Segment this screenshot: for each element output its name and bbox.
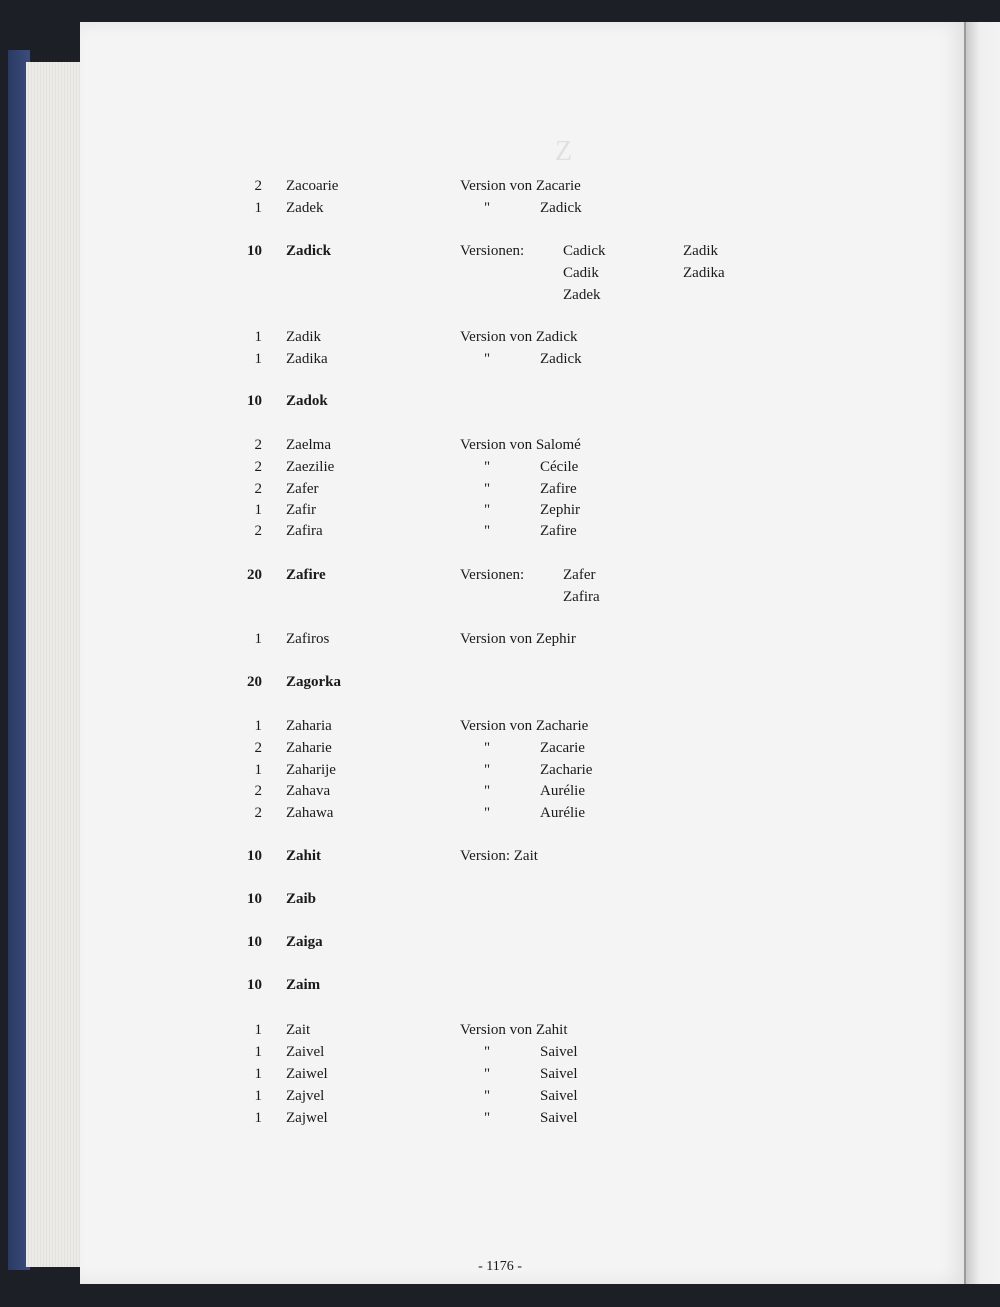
entry-variant: Zafira xyxy=(563,589,600,605)
entry-count: 10 xyxy=(247,243,262,259)
ditto-mark: " xyxy=(484,481,491,497)
section-letter: Z xyxy=(555,136,573,167)
ditto-mark: " xyxy=(484,351,491,367)
entry-variant: Cadik xyxy=(563,265,599,281)
ditto-mark: " xyxy=(484,523,491,539)
entry-row xyxy=(0,1107,1000,1129)
entry-variant: Saivel xyxy=(540,1044,578,1060)
entry-row xyxy=(0,175,1000,197)
entry-name: Zafira xyxy=(286,523,323,539)
ditto-mark: " xyxy=(484,740,491,756)
entry-name: Zadok xyxy=(286,393,328,409)
entry-row xyxy=(0,284,1000,306)
entry-name: Zafer xyxy=(286,481,319,497)
entry-count: 1 xyxy=(254,1022,262,1038)
entry-description: Version: Zait xyxy=(460,848,538,864)
ditto-mark: " xyxy=(484,459,491,475)
entry-count: 1 xyxy=(254,502,262,518)
entry-name: Zaim xyxy=(286,977,321,993)
entry-count: 20 xyxy=(247,674,262,690)
entry-count: 1 xyxy=(254,1066,262,1082)
entry-variant: Aurélie xyxy=(540,783,585,799)
entry-description: Version von Salomé xyxy=(460,437,581,453)
entry-row xyxy=(0,974,1000,996)
entry-variant: Zadek xyxy=(563,287,601,303)
entry-count: 2 xyxy=(254,459,262,475)
entry-name: Zaelma xyxy=(286,437,331,453)
entry-count: 10 xyxy=(247,934,262,950)
entry-name: Zahawa xyxy=(286,805,334,821)
entry-row xyxy=(0,434,1000,456)
entry-count: 1 xyxy=(254,351,262,367)
entry-row xyxy=(0,262,1000,284)
entry-name: Zaiwel xyxy=(286,1066,328,1082)
entry-description: Versionen: xyxy=(460,567,525,583)
entry-row xyxy=(0,478,1000,500)
ditto-mark: " xyxy=(484,1066,491,1082)
entry-name: Zadik xyxy=(286,329,321,345)
entry-variant: Zacharie xyxy=(540,762,593,778)
ditto-mark: " xyxy=(484,200,491,216)
entry-row xyxy=(0,802,1000,824)
entry-count: 1 xyxy=(254,631,262,647)
entry-row xyxy=(0,1085,1000,1107)
entry-variant: Zadick xyxy=(540,200,582,216)
entry-name: Zagorka xyxy=(286,674,342,690)
entry-row xyxy=(0,737,1000,759)
entry-variant: Zadika xyxy=(683,265,725,281)
entry-count: 2 xyxy=(254,437,262,453)
entry-row xyxy=(0,197,1000,219)
entry-row xyxy=(0,845,1000,867)
entry-name: Zadika xyxy=(286,351,328,367)
entry-variant: Zacarie xyxy=(540,740,585,756)
entry-row xyxy=(0,348,1000,370)
entry-count: 1 xyxy=(254,329,262,345)
entry-variant: Cécile xyxy=(540,459,579,475)
ditto-mark: " xyxy=(484,1044,491,1060)
entry-description: Version von Zahit xyxy=(460,1022,568,1038)
entry-count: 2 xyxy=(254,523,262,539)
entry-row xyxy=(0,759,1000,781)
entry-variant: Zafer xyxy=(563,567,596,583)
entry-name: Zaivel xyxy=(286,1044,325,1060)
entry-description: Versionen: xyxy=(460,243,525,259)
entry-row xyxy=(0,1019,1000,1041)
entry-description: Version von Zacharie xyxy=(460,718,589,734)
entry-name: Zaharia xyxy=(286,718,332,734)
entry-row xyxy=(0,499,1000,521)
entry-name: Zadek xyxy=(286,200,324,216)
page-number: - 1176 - xyxy=(478,1259,522,1274)
entry-row xyxy=(0,715,1000,737)
entry-name: Zafir xyxy=(286,502,316,518)
entry-count: 1 xyxy=(254,762,262,778)
entry-count: 2 xyxy=(254,481,262,497)
entry-row xyxy=(0,780,1000,802)
entry-name: Zafire xyxy=(286,567,326,583)
entry-count: 10 xyxy=(247,977,262,993)
entry-row xyxy=(0,520,1000,542)
entry-row xyxy=(0,456,1000,478)
entry-row xyxy=(0,326,1000,348)
entry-count: 2 xyxy=(254,805,262,821)
entry-description: Version von Zadick xyxy=(460,329,578,345)
entry-name: Zadick xyxy=(286,243,332,259)
entry-variant: Saivel xyxy=(540,1088,578,1104)
entry-row xyxy=(0,586,1000,608)
entry-row xyxy=(0,931,1000,953)
entry-name: Zacoarie xyxy=(286,178,339,194)
ditto-mark: " xyxy=(484,1110,491,1126)
entry-count: 10 xyxy=(247,393,262,409)
entry-count: 2 xyxy=(254,740,262,756)
entry-count: 2 xyxy=(254,783,262,799)
entry-row xyxy=(0,888,1000,910)
entry-variant: Zadik xyxy=(683,243,718,259)
entry-row xyxy=(0,671,1000,693)
ditto-mark: " xyxy=(484,783,491,799)
entry-name: Zajwel xyxy=(286,1110,328,1126)
entry-variant: Zafire xyxy=(540,523,577,539)
ditto-mark: " xyxy=(484,805,491,821)
entry-name: Zaiga xyxy=(286,934,323,950)
entry-name: Zaharije xyxy=(286,762,336,778)
ditto-mark: " xyxy=(484,762,491,778)
entry-count: 10 xyxy=(247,848,262,864)
entry-name: Zafiros xyxy=(286,631,330,647)
entry-variant: Cadick xyxy=(563,243,606,259)
entry-count: 1 xyxy=(254,1044,262,1060)
entry-variant: Zafire xyxy=(540,481,577,497)
entry-count: 20 xyxy=(247,567,262,583)
entry-name: Zajvel xyxy=(286,1088,325,1104)
entry-count: 1 xyxy=(254,718,262,734)
entry-name: Zait xyxy=(286,1022,311,1038)
entry-name: Zaib xyxy=(286,891,317,907)
entry-variant: Saivel xyxy=(540,1110,578,1126)
entry-count: 1 xyxy=(254,1110,262,1126)
entry-row xyxy=(0,1063,1000,1085)
entry-description: Version von Zephir xyxy=(460,631,576,647)
entry-count: 1 xyxy=(254,200,262,216)
entry-name: Zahava xyxy=(286,783,331,799)
entry-row xyxy=(0,240,1000,262)
entry-count: 2 xyxy=(254,178,262,194)
entry-row xyxy=(0,628,1000,650)
entry-name: Zaharie xyxy=(286,740,332,756)
entry-count: 10 xyxy=(247,891,262,907)
entry-variant: Saivel xyxy=(540,1066,578,1082)
entry-variant: Aurélie xyxy=(540,805,585,821)
ditto-mark: " xyxy=(484,502,491,518)
entry-row xyxy=(0,564,1000,586)
entry-name: Zahit xyxy=(286,848,322,864)
entry-count: 1 xyxy=(254,1088,262,1104)
entry-description: Version von Zacarie xyxy=(460,178,581,194)
entry-row xyxy=(0,390,1000,412)
entry-name: Zaezilie xyxy=(286,459,335,475)
entry-variant: Zadick xyxy=(540,351,582,367)
entry-row xyxy=(0,1041,1000,1063)
ditto-mark: " xyxy=(484,1088,491,1104)
entry-variant: Zephir xyxy=(540,502,580,518)
